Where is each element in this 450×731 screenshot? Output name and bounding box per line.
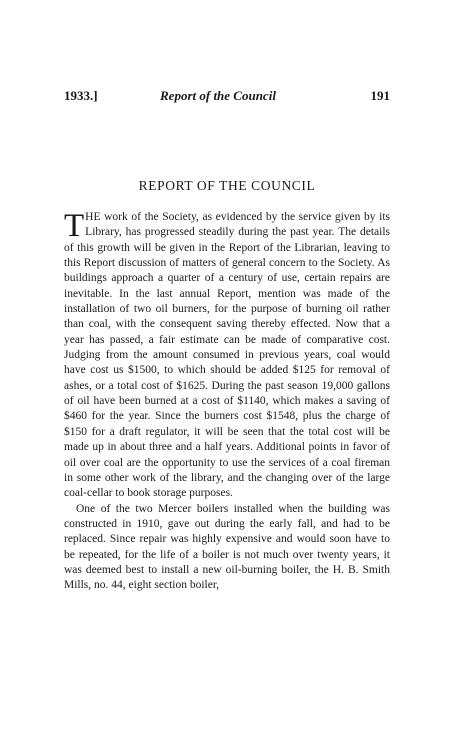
header-title: Report of the Council — [160, 88, 276, 103]
drop-cap: T — [64, 208, 85, 244]
paragraph-text: HE work of the Society, as evidenced by the service given by its Library, has progressed steadily during the past year. The details of this growth will be given in the Report of the Librarian, leaving to this Report discussion of matters of general concern to the Society. As buildings approach a quarter of a century of use, certain repairs are inevitable. In the last annual Report, mention was made of the installation of two oil burners, for the purpose of burning oil rather than coal, with the consequent saving thereby effected. Now that a year has passed, a fair estimate can be made of comparative cost. Judging from the amount consumed in previous years, coal would have cost us $1500, to which should be added $125 for removal of ashes, or a total cost of $1625. During the past season 19,000 gallons of oil have been burned at a cost of $1140, which makes a saving of $460 for the year. Since the burners cost $1548, plus the charge of $150 for a draft regulator, it will be seen that the total cost will be made up in about three and a half years. Additional points in favor of oil over coal are the opportunity to use the services of a coal fireman in some other work of the library, and the changing over of the large coal-cellar to book storage purposes. — [64, 211, 390, 500]
section-heading: REPORT OF THE COUNCIL — [138, 178, 316, 193]
paragraph: One of the two Mercer boilers installed when the building was constructed in 1910, gave out during the early fall, and had to be replaced. Since repair was highly expensive and would soon have to be repeated, for the life of a boiler is not much over twenty years, it was deemed best to install a new oil-burning boiler, the H. B. Smith Mills, no. 44, eight section boiler, — [64, 502, 390, 592]
header-year: 1933.] — [64, 88, 98, 103]
body-text — [64, 210, 390, 594]
paragraph — [64, 210, 390, 502]
running-head — [64, 87, 390, 105]
page-number: 191 — [370, 88, 390, 103]
